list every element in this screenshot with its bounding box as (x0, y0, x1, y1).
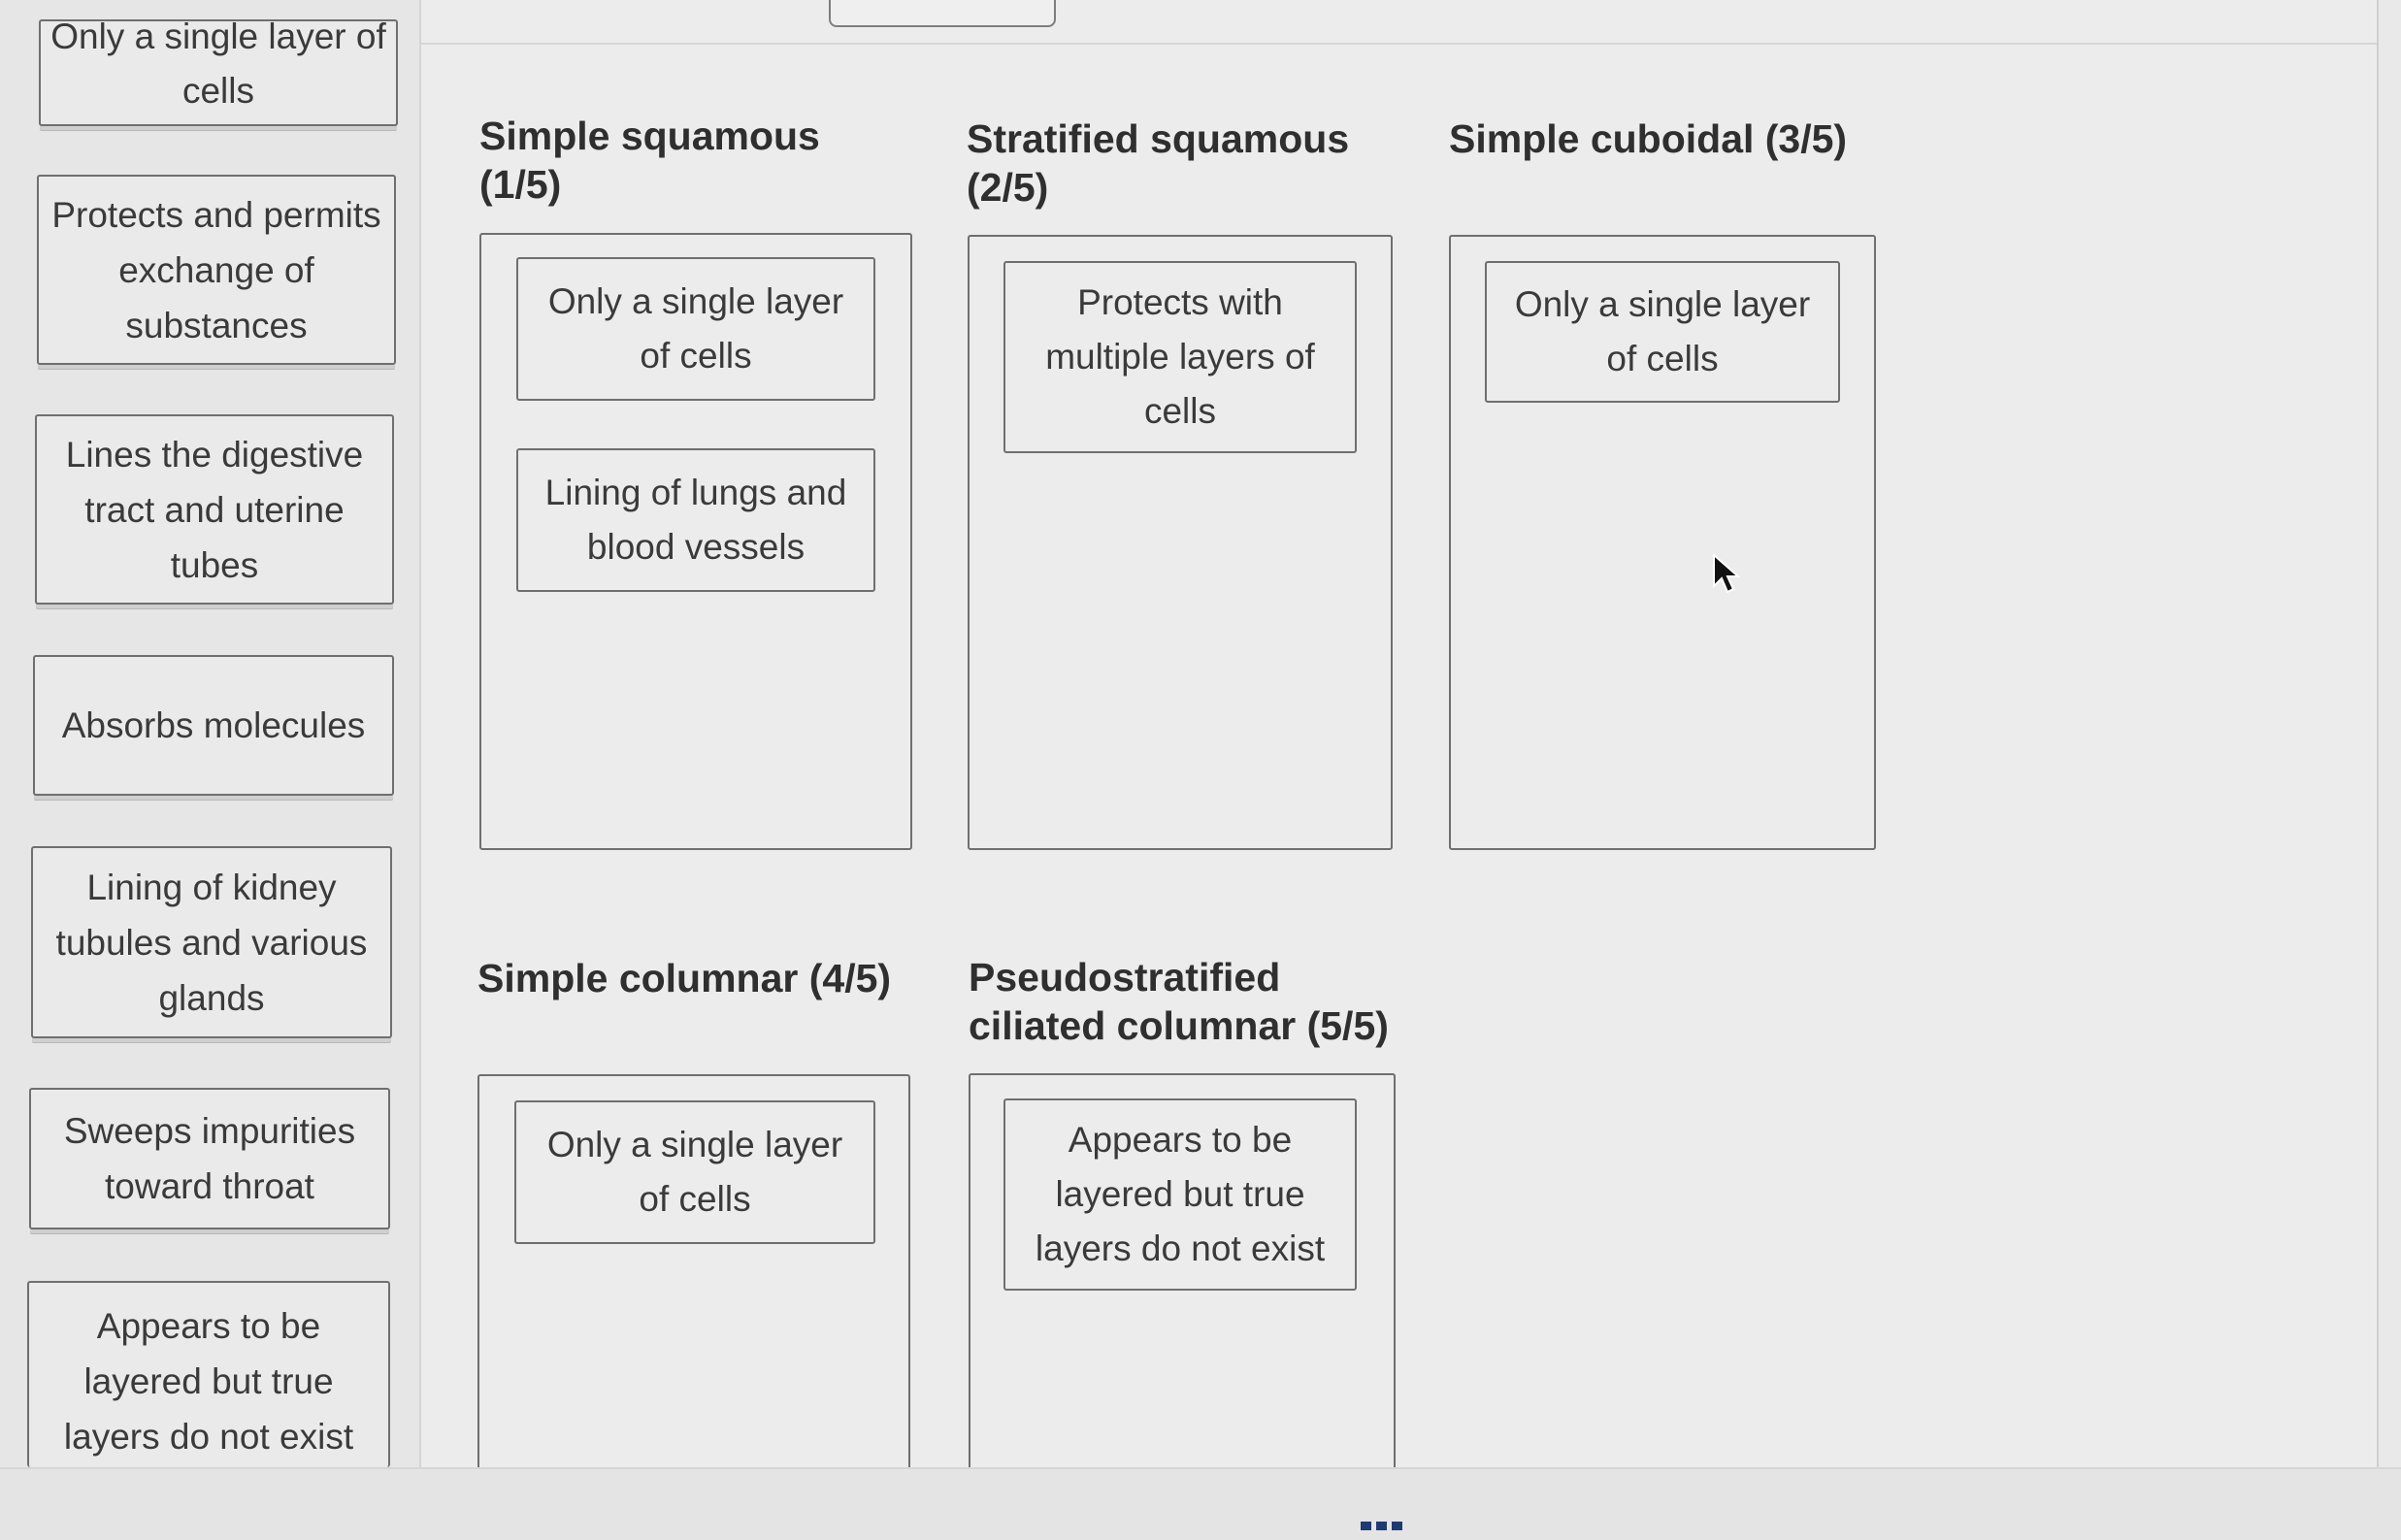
placed-card[interactable] (1003, 261, 1357, 453)
card-label: Only a single layer of cells (547, 281, 844, 376)
scroll-edge[interactable] (2377, 0, 2401, 1467)
draggable-card[interactable] (29, 1088, 390, 1229)
category-title-pseudostratified: Pseudostratified ciliated columnar (5/5) (969, 955, 1389, 1048)
header-divider (421, 43, 2377, 45)
placed-card[interactable] (1003, 1098, 1357, 1291)
card-label: Only a single layer of cells (546, 1125, 843, 1219)
card-label: Absorbs molecules (61, 705, 366, 745)
category-title-simple-squamous: Simple squamous (1/5) (479, 114, 820, 207)
card-label: Appears to be layered but true layers do not exist (63, 1306, 354, 1457)
placed-card[interactable] (1485, 261, 1840, 403)
card-label: Lining of lungs and blood vessels (544, 473, 847, 567)
draggable-card[interactable] (37, 175, 396, 365)
footer-bar (0, 1467, 2401, 1540)
draggable-card[interactable] (35, 414, 394, 605)
grid-icon[interactable] (1361, 1522, 1403, 1538)
draggable-card[interactable] (31, 846, 392, 1038)
card-label: Lines the digestive tract and uterine tubes (65, 434, 364, 585)
card-label: Sweeps impurities toward throat (63, 1111, 356, 1206)
draggable-card[interactable] (39, 19, 398, 126)
category-title-simple-cuboidal: Simple cuboidal (3/5) (1449, 116, 1848, 161)
card-label: Protects and permits exchange of substances (51, 194, 381, 345)
category-title-stratified-squamous: Stratified squamous (2/5) (967, 116, 1350, 210)
card-label: Protects with multiple layers of cells (1045, 282, 1315, 431)
placed-card[interactable] (516, 448, 875, 592)
card-label: Only a single layer of cells (50, 19, 386, 111)
cursor-icon (1712, 553, 1741, 596)
placed-card[interactable] (514, 1100, 875, 1244)
draggable-card[interactable] (33, 655, 394, 796)
card-label: Lining of kidney tubules and various glands (55, 867, 368, 1018)
draggable-card[interactable] (27, 1281, 390, 1467)
placed-card[interactable] (516, 257, 875, 401)
card-label: Only a single layer of cells (1514, 284, 1811, 378)
category-title-simple-columnar: Simple columnar (4/5) (477, 956, 892, 1000)
top-tab[interactable] (829, 0, 1056, 27)
card-label: Appears to be layered but true layers do not exist (1035, 1120, 1326, 1268)
